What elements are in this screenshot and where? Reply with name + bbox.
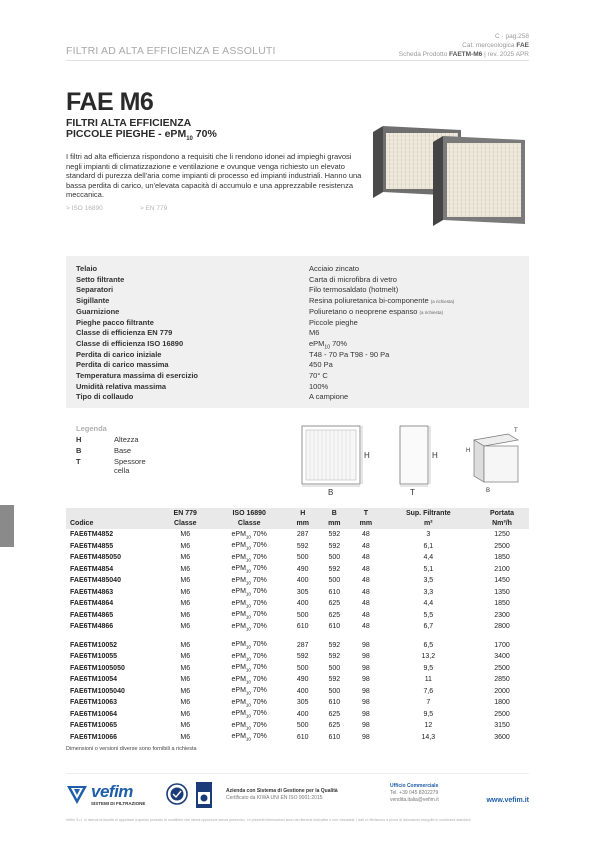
- table-cell: M6: [180, 623, 191, 631]
- table-cell: 13,2: [421, 653, 436, 661]
- website-link[interactable]: www.vefim.it: [486, 797, 529, 804]
- iso-class-cell: ePM$_{10}$ 70%: [231, 687, 267, 696]
- table-header-cell: Codice: [70, 520, 94, 528]
- property-value: Filo termosaldato (hotmelt): [309, 285, 399, 295]
- property-label: Umidità relativa massima: [76, 381, 167, 391]
- product-code-cell: FAE6TM10054: [70, 676, 118, 684]
- property-value: A campione: [309, 392, 349, 402]
- iso-class-cell: ePM$_{10}$ 70%: [231, 622, 267, 631]
- property-row: [76, 296, 526, 307]
- table-header-cell: T: [363, 509, 368, 517]
- table-cell: 48: [361, 542, 370, 550]
- table-cell: 490: [296, 676, 309, 684]
- footer-divider: [66, 773, 529, 774]
- table-row: [66, 663, 529, 675]
- table-cell: 625: [328, 722, 341, 730]
- property-value: Resina poliuretanica bi-componente (a richiesta): [309, 296, 455, 306]
- table-header-cell: Portata: [489, 509, 515, 517]
- table-row: [66, 575, 529, 587]
- product-code-cell: FAE6TM10052: [70, 641, 118, 649]
- property-value: 70° C: [309, 371, 328, 380]
- table-header-cell: Nm³/h: [492, 520, 512, 528]
- property-value: ePM$_{10}$ 70%: [309, 338, 348, 351]
- iso-class-cell: ePM$_{10}$ 70%: [231, 553, 267, 562]
- table-cell: 2500: [494, 710, 510, 718]
- diagram-label-t: T: [410, 488, 415, 497]
- table-row: [66, 674, 529, 686]
- table-cell: M6: [180, 699, 191, 707]
- vefim-logo: [66, 782, 156, 808]
- table-row: [66, 552, 529, 564]
- table-cell: 1350: [494, 588, 510, 596]
- product-code-cell: FAE6TM10055: [70, 653, 118, 661]
- table-cell: M6: [180, 722, 191, 730]
- table-cell: 305: [296, 699, 309, 707]
- table-header-cell: mm: [359, 520, 373, 528]
- table-cell: 610: [328, 699, 341, 707]
- table-cell: 2850: [494, 676, 510, 684]
- product-code-cell: FAE6TM4865: [70, 611, 114, 619]
- table-cell: 2800: [494, 623, 510, 631]
- table-footnote: Dimensioni o versioni diverse sono fornibili a richiesta: [66, 746, 197, 752]
- table-cell: 610: [296, 733, 309, 741]
- diagram-label-b: B: [328, 488, 334, 497]
- property-row: [76, 318, 526, 329]
- iso-class-cell: ePM$_{10}$ 70%: [231, 664, 267, 673]
- table-cell: 1850: [494, 600, 510, 608]
- iso-class-cell: ePM$_{10}$ 70%: [231, 588, 267, 597]
- product-subtitle: FILTRI ALTA EFFICIENZA PICCOLE PIEGHE - ePM$_{10}$ 70%: [66, 117, 217, 143]
- table-cell: 287: [296, 641, 309, 649]
- table-cell: 1800: [494, 699, 510, 707]
- table-cell: 610: [328, 623, 341, 631]
- table-cell: 490: [296, 565, 309, 573]
- certification-seal-icon: [166, 782, 188, 806]
- property-label: Telaio: [76, 264, 98, 273]
- table-row: [66, 541, 529, 553]
- product-code-cell: FAE6TM485040: [70, 577, 121, 585]
- table-cell: 6,1: [423, 542, 434, 550]
- product-description: I filtri ad alta efficienza rispondono a requisiti che li rendono idonei ad impieghi gravosi negli impianti di climatizzazione e ventilazione e ovunque venga richiesto un elevato standard di purezza dell'aria come impianti di processo ed impianti industriali. Hanno una bassa perdita di carico, un'elevata capacità di accumulo e una apprezzabile resistenza meccanica.: [66, 152, 362, 200]
- table-cell: 2000: [494, 687, 510, 695]
- property-value: 100%: [309, 381, 329, 391]
- table-cell: 592: [328, 542, 341, 550]
- property-label: Temperatura massima di esercizio: [76, 371, 198, 380]
- product-code-cell: FAE6TM4866: [70, 623, 114, 631]
- vefim-mark-icon: [66, 784, 88, 806]
- product-photo: [365, 122, 535, 232]
- table-cell: 3,3: [423, 588, 434, 596]
- table-cell: 48: [361, 531, 370, 539]
- property-value: Carta di microfibra di vetro: [309, 274, 397, 284]
- table-row: [66, 697, 529, 709]
- table-cell: 1250: [494, 531, 510, 539]
- table-cell: 400: [296, 577, 309, 585]
- property-label: Setto filtrante: [76, 274, 125, 284]
- table-row: [66, 709, 529, 721]
- iso-class-cell: ePM$_{10}$ 70%: [231, 611, 267, 620]
- table-cell: 305: [296, 588, 309, 596]
- table-cell: 610: [328, 588, 341, 596]
- table-cell: 625: [328, 600, 341, 608]
- product-code-cell: FAE6TM10063: [70, 699, 118, 707]
- table-header-cell: Sup. Filtrante: [405, 509, 451, 517]
- table-cell: M6: [180, 653, 191, 661]
- table-cell: 11: [424, 676, 432, 684]
- table-cell: 48: [361, 577, 370, 585]
- table-cell: M6: [180, 554, 191, 562]
- table-cell: 98: [361, 641, 370, 649]
- property-row: [76, 339, 526, 350]
- table-cell: 287: [296, 531, 309, 539]
- dimension-diagrams: [296, 422, 536, 500]
- property-label: Classe di efficienza EN 779: [76, 328, 173, 338]
- table-row: [66, 720, 529, 732]
- table-cell: 500: [328, 554, 341, 562]
- page-ref: C · pag.258: [495, 33, 529, 40]
- property-row: [76, 371, 526, 382]
- table-cell: 48: [361, 588, 370, 596]
- product-code-cell: FAE6TM10066: [70, 733, 118, 741]
- table-cell: 9,5: [423, 710, 434, 718]
- table-cell: 4,4: [423, 600, 434, 608]
- table-row: [66, 587, 529, 599]
- property-value: Acciaio zincato: [309, 264, 360, 273]
- table-cell: 7,6: [423, 687, 434, 695]
- table-row: [66, 640, 529, 652]
- iso-label-t: T: [514, 428, 518, 434]
- table-header-cell: mm: [296, 520, 309, 528]
- property-row: [76, 392, 526, 403]
- product-code-cell: FAE6TM1005050: [70, 664, 125, 672]
- iso-class-cell: ePM$_{10}$ 70%: [231, 710, 267, 719]
- table-header-cell: EN 779: [173, 509, 197, 517]
- brand-tagline: SISTEMI DI FILTRAZIONE: [91, 801, 146, 806]
- iso-class-cell: ePM$_{10}$ 70%: [231, 530, 267, 539]
- table-header-cell: m²: [424, 520, 433, 528]
- table-cell: 48: [361, 600, 370, 608]
- table-cell: 5,1: [423, 565, 434, 573]
- table-cell: 625: [328, 611, 341, 619]
- product-code-cell: FAE6TM10064: [70, 710, 118, 718]
- table-row: [66, 651, 529, 663]
- iso-class-cell: ePM$_{10}$ 70%: [231, 733, 267, 742]
- table-cell: M6: [180, 577, 191, 585]
- iso-class-cell: ePM$_{10}$ 70%: [231, 721, 267, 730]
- table-cell: M6: [180, 600, 191, 608]
- property-row: [76, 360, 526, 371]
- table-header-cell: mm: [328, 520, 341, 528]
- sales-office: Ufficio Commerciale Tel. +39 045 8202279 vendita.italia@vefim.it: [390, 783, 439, 803]
- table-cell: M6: [180, 588, 191, 596]
- table-header-cell: [66, 508, 159, 519]
- doc-reference: [399, 32, 529, 59]
- brand-name: vefim: [91, 782, 133, 801]
- table-cell: M6: [180, 664, 191, 672]
- table-cell: 400: [296, 710, 309, 718]
- table-cell: 7: [426, 699, 431, 707]
- property-value: M6: [309, 328, 320, 338]
- property-row: [76, 275, 526, 286]
- table-cell: 3600: [494, 733, 510, 741]
- product-code-cell: FAE6TM4864: [70, 600, 114, 608]
- product-code-cell: FAE6TM4863: [70, 588, 114, 596]
- table-row: [66, 621, 529, 633]
- table-cell: 48: [361, 554, 370, 562]
- table-row: [66, 564, 529, 576]
- table-cell: M6: [180, 710, 191, 718]
- table-cell: 1700: [494, 641, 510, 649]
- table-cell: 98: [361, 733, 370, 741]
- table-cell: 48: [361, 623, 370, 631]
- table-row: [66, 686, 529, 698]
- table-header-cell: ISO 16890: [232, 509, 266, 517]
- table-cell: 500: [296, 664, 309, 672]
- table-cell: 98: [361, 653, 370, 661]
- table-row: [66, 598, 529, 610]
- table-cell: M6: [180, 641, 191, 649]
- table-cell: M6: [180, 531, 191, 539]
- iso-label-h: H: [466, 448, 471, 454]
- property-label: Sigillante: [76, 296, 110, 306]
- table-cell: 5,5: [423, 611, 434, 619]
- product-table: [66, 508, 529, 743]
- group-separator: [66, 633, 529, 640]
- property-label: Classe di efficienza ISO 16890: [76, 338, 184, 348]
- table-cell: 592: [328, 653, 341, 661]
- property-value: 450 Pa: [309, 360, 333, 370]
- quality-statement: Azienda con Sistema di Gestione per la Qualità Certificato da KIWA UNI EN ISO 9001:2015: [226, 788, 338, 801]
- table-cell: 48: [361, 565, 370, 573]
- table-row: [66, 529, 529, 541]
- iso-class-cell: ePM$_{10}$ 70%: [231, 652, 267, 661]
- table-cell: M6: [180, 676, 191, 684]
- table-cell: 3,5: [423, 577, 434, 585]
- table-cell: 500: [328, 687, 341, 695]
- table-header-cell: Classe: [173, 520, 197, 528]
- table-cell: M6: [180, 542, 191, 550]
- table-cell: 1450: [494, 577, 510, 585]
- header-divider: [66, 60, 529, 61]
- property-value: Piccole pieghe: [309, 317, 358, 327]
- table-header-cell: B: [331, 509, 337, 517]
- table-cell: 98: [361, 699, 370, 707]
- legal-notice: Vefim S.r.l. si riserva la facoltà di apportare a questo prodotto le modifiche che riterrà opportune senza preavviso. Le presenti informazioni sono da ritenersi indicative e non vincolanti. I dati si riferiscono a prove di laboratorio eseguite in condizioni standard.: [66, 818, 472, 822]
- table-cell: 1850: [494, 554, 510, 562]
- table-cell: 2500: [494, 664, 510, 672]
- property-label: Perdita di carico massima: [76, 360, 169, 370]
- table-cell: 2100: [494, 565, 510, 573]
- table-cell: 592: [328, 565, 341, 573]
- table-cell: 610: [296, 623, 309, 631]
- product-title: FAE M6: [66, 88, 154, 116]
- property-row: [76, 382, 526, 393]
- table-cell: 6,5: [423, 641, 434, 649]
- table-cell: 2300: [494, 611, 510, 619]
- table-header-cell: Classe: [237, 520, 261, 528]
- property-row: [76, 307, 526, 318]
- section-title: FILTRI AD ALTA EFFICIENZA E ASSOLUTI: [66, 45, 276, 57]
- property-label: Separatori: [76, 285, 114, 295]
- property-label: Pieghe pacco filtrante: [76, 317, 154, 327]
- product-code-cell: FAE6TM1005040: [70, 687, 125, 695]
- product-code-cell: FAE6TM4852: [70, 531, 114, 539]
- iso-class-cell: ePM$_{10}$ 70%: [231, 542, 267, 551]
- table-cell: M6: [180, 611, 191, 619]
- table-cell: 500: [328, 664, 341, 672]
- product-code-cell: FAE6TM4855: [70, 542, 114, 550]
- property-row: [76, 264, 526, 275]
- table-cell: 2500: [494, 542, 510, 550]
- table-cell: 625: [328, 710, 341, 718]
- table-row: [66, 732, 529, 744]
- table-cell: 400: [296, 687, 309, 695]
- office-email-link[interactable]: vendita.italia@vefim.it: [390, 797, 439, 803]
- table-cell: 592: [296, 542, 309, 550]
- table-cell: 98: [361, 687, 370, 695]
- table-header-cell: H: [300, 509, 306, 517]
- iso-class-cell: ePM$_{10}$ 70%: [231, 698, 267, 707]
- table-cell: 3150: [494, 722, 510, 730]
- property-label: Guarnizione: [76, 306, 120, 316]
- table-cell: 98: [361, 710, 370, 718]
- table-cell: 12: [424, 722, 433, 730]
- table-cell: 592: [328, 641, 341, 649]
- table-cell: 610: [328, 733, 341, 741]
- table-cell: M6: [180, 687, 191, 695]
- property-label: Perdita di carico iniziale: [76, 349, 162, 359]
- side-tab-marker: [0, 505, 14, 547]
- group-separator-cell: [66, 633, 529, 640]
- diagram-label-h2: H: [432, 451, 438, 460]
- product-code-cell: FAE6TM10065: [70, 722, 118, 730]
- property-label: Tipo di collaudo: [76, 392, 134, 402]
- table-header-row-2: [66, 519, 529, 530]
- norm-en: > EN 779: [140, 205, 168, 212]
- table-cell: 9,5: [423, 664, 434, 672]
- table-cell: 6,7: [423, 623, 434, 631]
- iso-class-cell: ePM$_{10}$ 70%: [231, 641, 267, 650]
- legend-title: Legenda: [76, 424, 107, 433]
- table-cell: 592: [328, 676, 341, 684]
- product-code-cell: FAE6TM4854: [70, 565, 114, 573]
- kiwa-badge-icon: [196, 782, 212, 808]
- table-cell: 500: [296, 722, 309, 730]
- table-cell: 98: [361, 722, 370, 730]
- norm-iso: > ISO 16890: [66, 205, 103, 212]
- table-cell: 98: [361, 676, 370, 684]
- table-cell: M6: [180, 733, 191, 741]
- product-code-cell: FAE6TM485050: [70, 554, 121, 562]
- property-row: [76, 350, 526, 361]
- property-row: [76, 285, 526, 296]
- table-cell: 400: [296, 600, 309, 608]
- iso-class-cell: ePM$_{10}$ 70%: [231, 576, 267, 585]
- category-line: Cat. merceologica FAE: [462, 42, 529, 49]
- table-cell: M6: [180, 565, 191, 573]
- table-header-row-1: [66, 508, 529, 519]
- iso-class-cell: ePM$_{10}$ 70%: [231, 565, 267, 574]
- table-cell: 592: [328, 531, 341, 539]
- table-cell: 500: [296, 554, 309, 562]
- property-row: [76, 328, 526, 339]
- properties-panel: [66, 256, 529, 408]
- property-value: T48 - 70 Pa T98 - 90 Pa: [309, 349, 390, 359]
- table-cell: 4,4: [423, 554, 434, 562]
- scheda-line: Scheda Prodotto FAETM-M6 | rev. 2025 APR: [398, 51, 529, 58]
- table-cell: 48: [361, 611, 370, 619]
- table-cell: 98: [361, 664, 370, 672]
- property-value: Poliuretano o neoprene espanso (a richiesta): [309, 306, 444, 316]
- iso-class-cell: ePM$_{10}$ 70%: [231, 599, 267, 608]
- table-cell: 3400: [494, 653, 510, 661]
- iso-class-cell: ePM$_{10}$ 70%: [231, 675, 267, 684]
- table-row: [66, 610, 529, 622]
- table-cell: 500: [296, 611, 309, 619]
- iso-label-b: B: [486, 488, 491, 494]
- table-cell: 14,3: [421, 733, 436, 741]
- diagram-label-h: H: [364, 451, 370, 460]
- table-cell: 592: [296, 653, 309, 661]
- table-cell: 500: [328, 577, 341, 585]
- table-cell: 3: [426, 531, 431, 539]
